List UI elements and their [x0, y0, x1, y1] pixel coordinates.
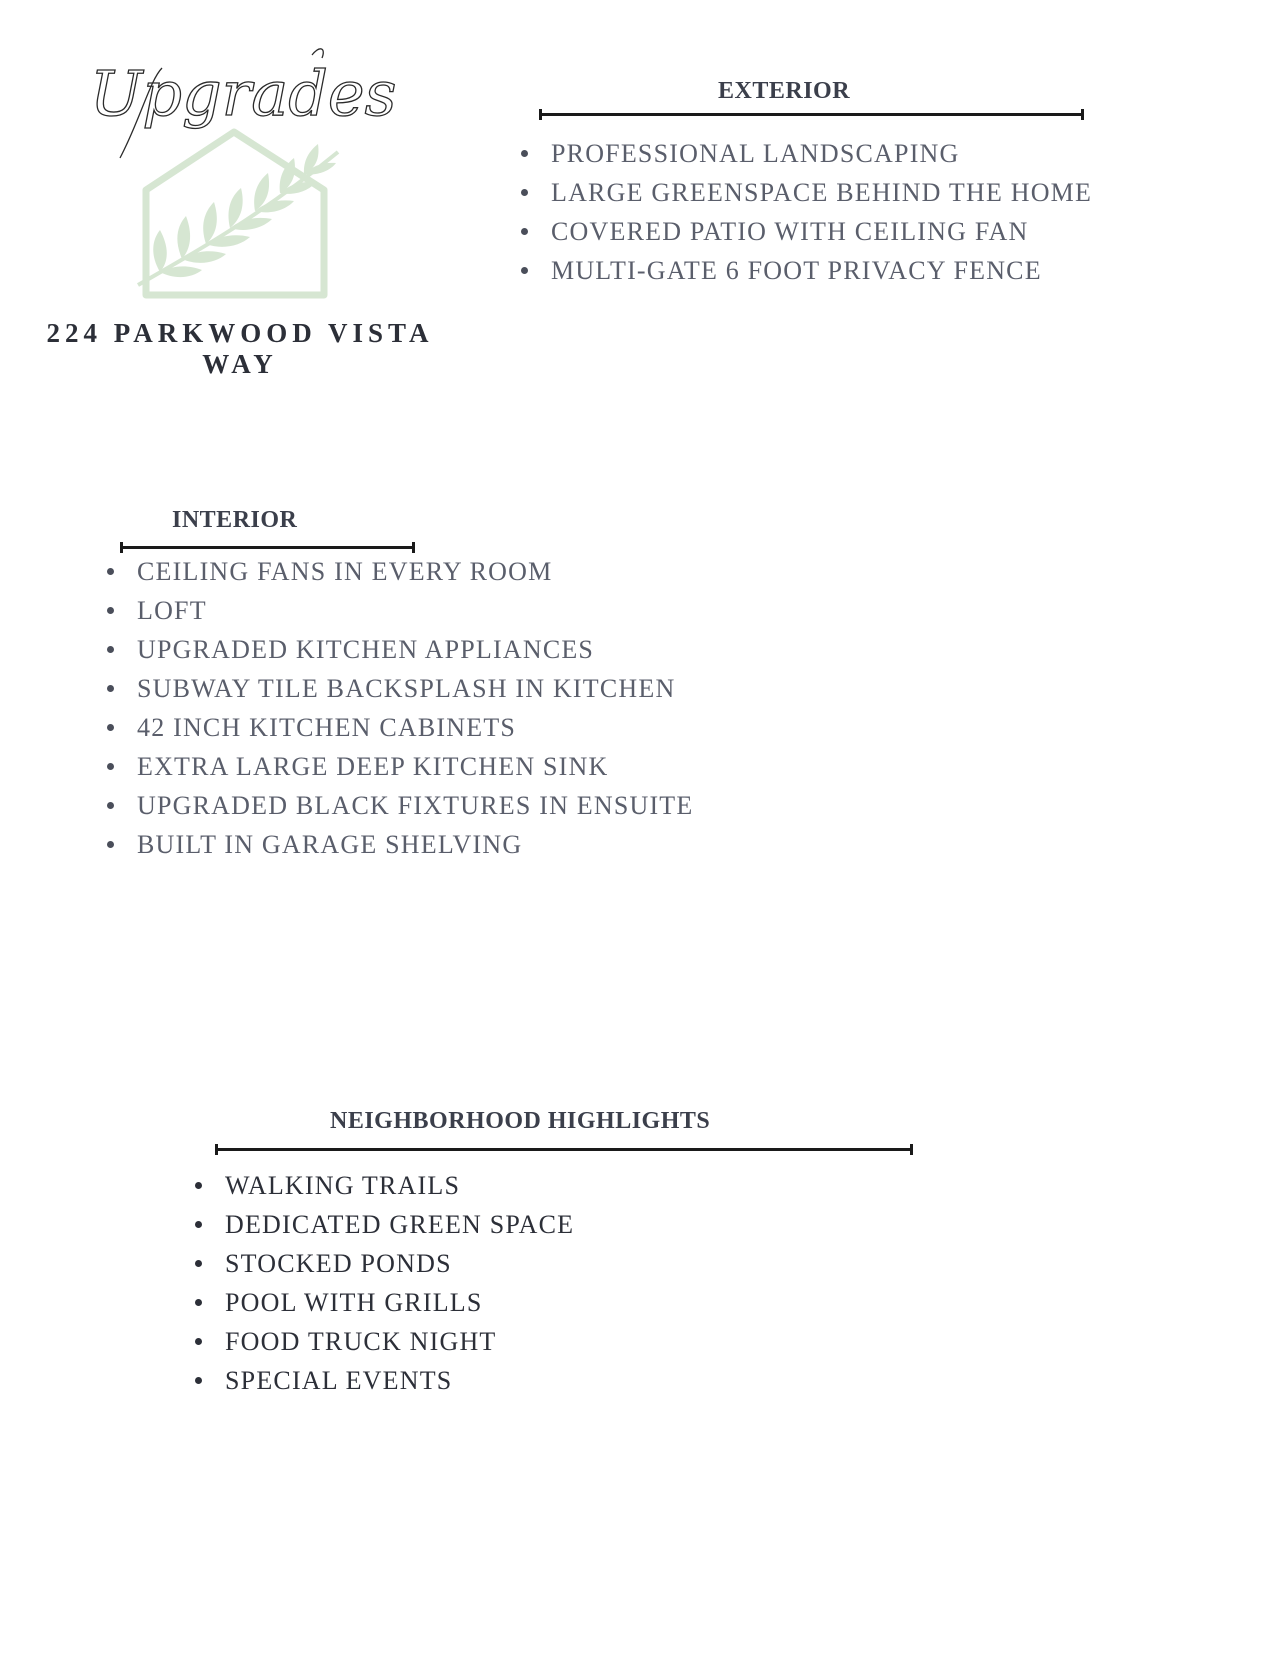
list-item-text: LARGE GREENSPACE BEHIND THE HOME: [551, 178, 1093, 207]
list-item-text: COVERED PATIO WITH CEILING FAN: [551, 217, 1029, 246]
list-item: [105, 786, 693, 825]
list-item-text: SUBWAY TILE BACKSPLASH IN KITCHEN: [137, 674, 676, 703]
list-item: [105, 825, 693, 864]
list-item: [193, 1322, 574, 1361]
list-item: [519, 134, 1092, 173]
list-item: [105, 708, 693, 747]
exterior-divider: [539, 113, 1084, 116]
list-item: [519, 251, 1092, 290]
list-item: [193, 1244, 574, 1283]
bullet-icon: [107, 607, 114, 614]
bullet-icon: [107, 841, 114, 848]
bullet-icon: [195, 1260, 202, 1267]
list-item-text: STOCKED PONDS: [225, 1249, 452, 1278]
list-item-text: POOL WITH GRILLS: [225, 1288, 483, 1317]
logo: [80, 40, 400, 310]
property-address: [20, 318, 460, 380]
list-item: [105, 669, 693, 708]
house-with-leaf-icon: [80, 40, 400, 310]
list-item-text: UPGRADED BLACK FIXTURES IN ENSUITE: [137, 791, 694, 820]
bullet-icon: [107, 724, 114, 731]
neighborhood-heading: NEIGHBORHOOD HIGHLIGHTS: [330, 1108, 711, 1134]
bullet-icon: [107, 763, 114, 770]
bullet-icon: [195, 1338, 202, 1345]
list-item-text: 42 INCH KITCHEN CABINETS: [137, 713, 517, 742]
bullet-icon: [195, 1299, 202, 1306]
interior-list: [105, 552, 693, 864]
bullet-icon: [107, 802, 114, 809]
bullet-icon: [521, 228, 528, 235]
list-item-text: LOFT: [137, 596, 207, 625]
list-item-text: EXTRA LARGE DEEP KITCHEN SINK: [137, 752, 609, 781]
bullet-icon: [195, 1221, 202, 1228]
list-item: [193, 1283, 574, 1322]
bullet-icon: [107, 568, 114, 575]
list-item: [105, 630, 693, 669]
list-item: [193, 1361, 574, 1400]
bullet-icon: [195, 1182, 202, 1189]
neighborhood-divider: [215, 1148, 913, 1151]
list-item: [105, 552, 693, 591]
list-item-text: SPECIAL EVENTS: [225, 1366, 453, 1395]
list-item-text: UPGRADED KITCHEN APPLIANCES: [137, 635, 595, 664]
address-line-1: 224 PARKWOOD VISTA: [46, 318, 434, 348]
address-line-2: WAY: [202, 349, 278, 379]
list-item: [193, 1205, 574, 1244]
list-item-text: DEDICATED GREEN SPACE: [225, 1210, 575, 1239]
bullet-icon: [107, 646, 114, 653]
list-item-text: WALKING TRAILS: [225, 1171, 461, 1200]
bullet-icon: [195, 1377, 202, 1384]
list-item: [519, 173, 1092, 212]
list-item: [519, 212, 1092, 251]
list-item: [193, 1166, 574, 1205]
exterior-heading: EXTERIOR: [718, 78, 851, 104]
list-item: [105, 591, 693, 630]
interior-heading: INTERIOR: [172, 507, 298, 533]
exterior-list: [519, 134, 1092, 290]
neighborhood-list: [193, 1166, 574, 1400]
list-item-text: CEILING FANS IN EVERY ROOM: [137, 557, 553, 586]
bullet-icon: [521, 189, 528, 196]
bullet-icon: [521, 150, 528, 157]
bullet-icon: [521, 267, 528, 274]
list-item-text: PROFESSIONAL LANDSCAPING: [551, 139, 960, 168]
interior-divider: [120, 546, 415, 549]
bullet-icon: [107, 685, 114, 692]
list-item-text: FOOD TRUCK NIGHT: [225, 1327, 497, 1356]
list-item-text: MULTI-GATE 6 FOOT PRIVACY FENCE: [551, 256, 1042, 285]
logo-script: Upgrades: [90, 57, 397, 130]
list-item: [105, 747, 693, 786]
list-item-text: BUILT IN GARAGE SHELVING: [137, 830, 523, 859]
